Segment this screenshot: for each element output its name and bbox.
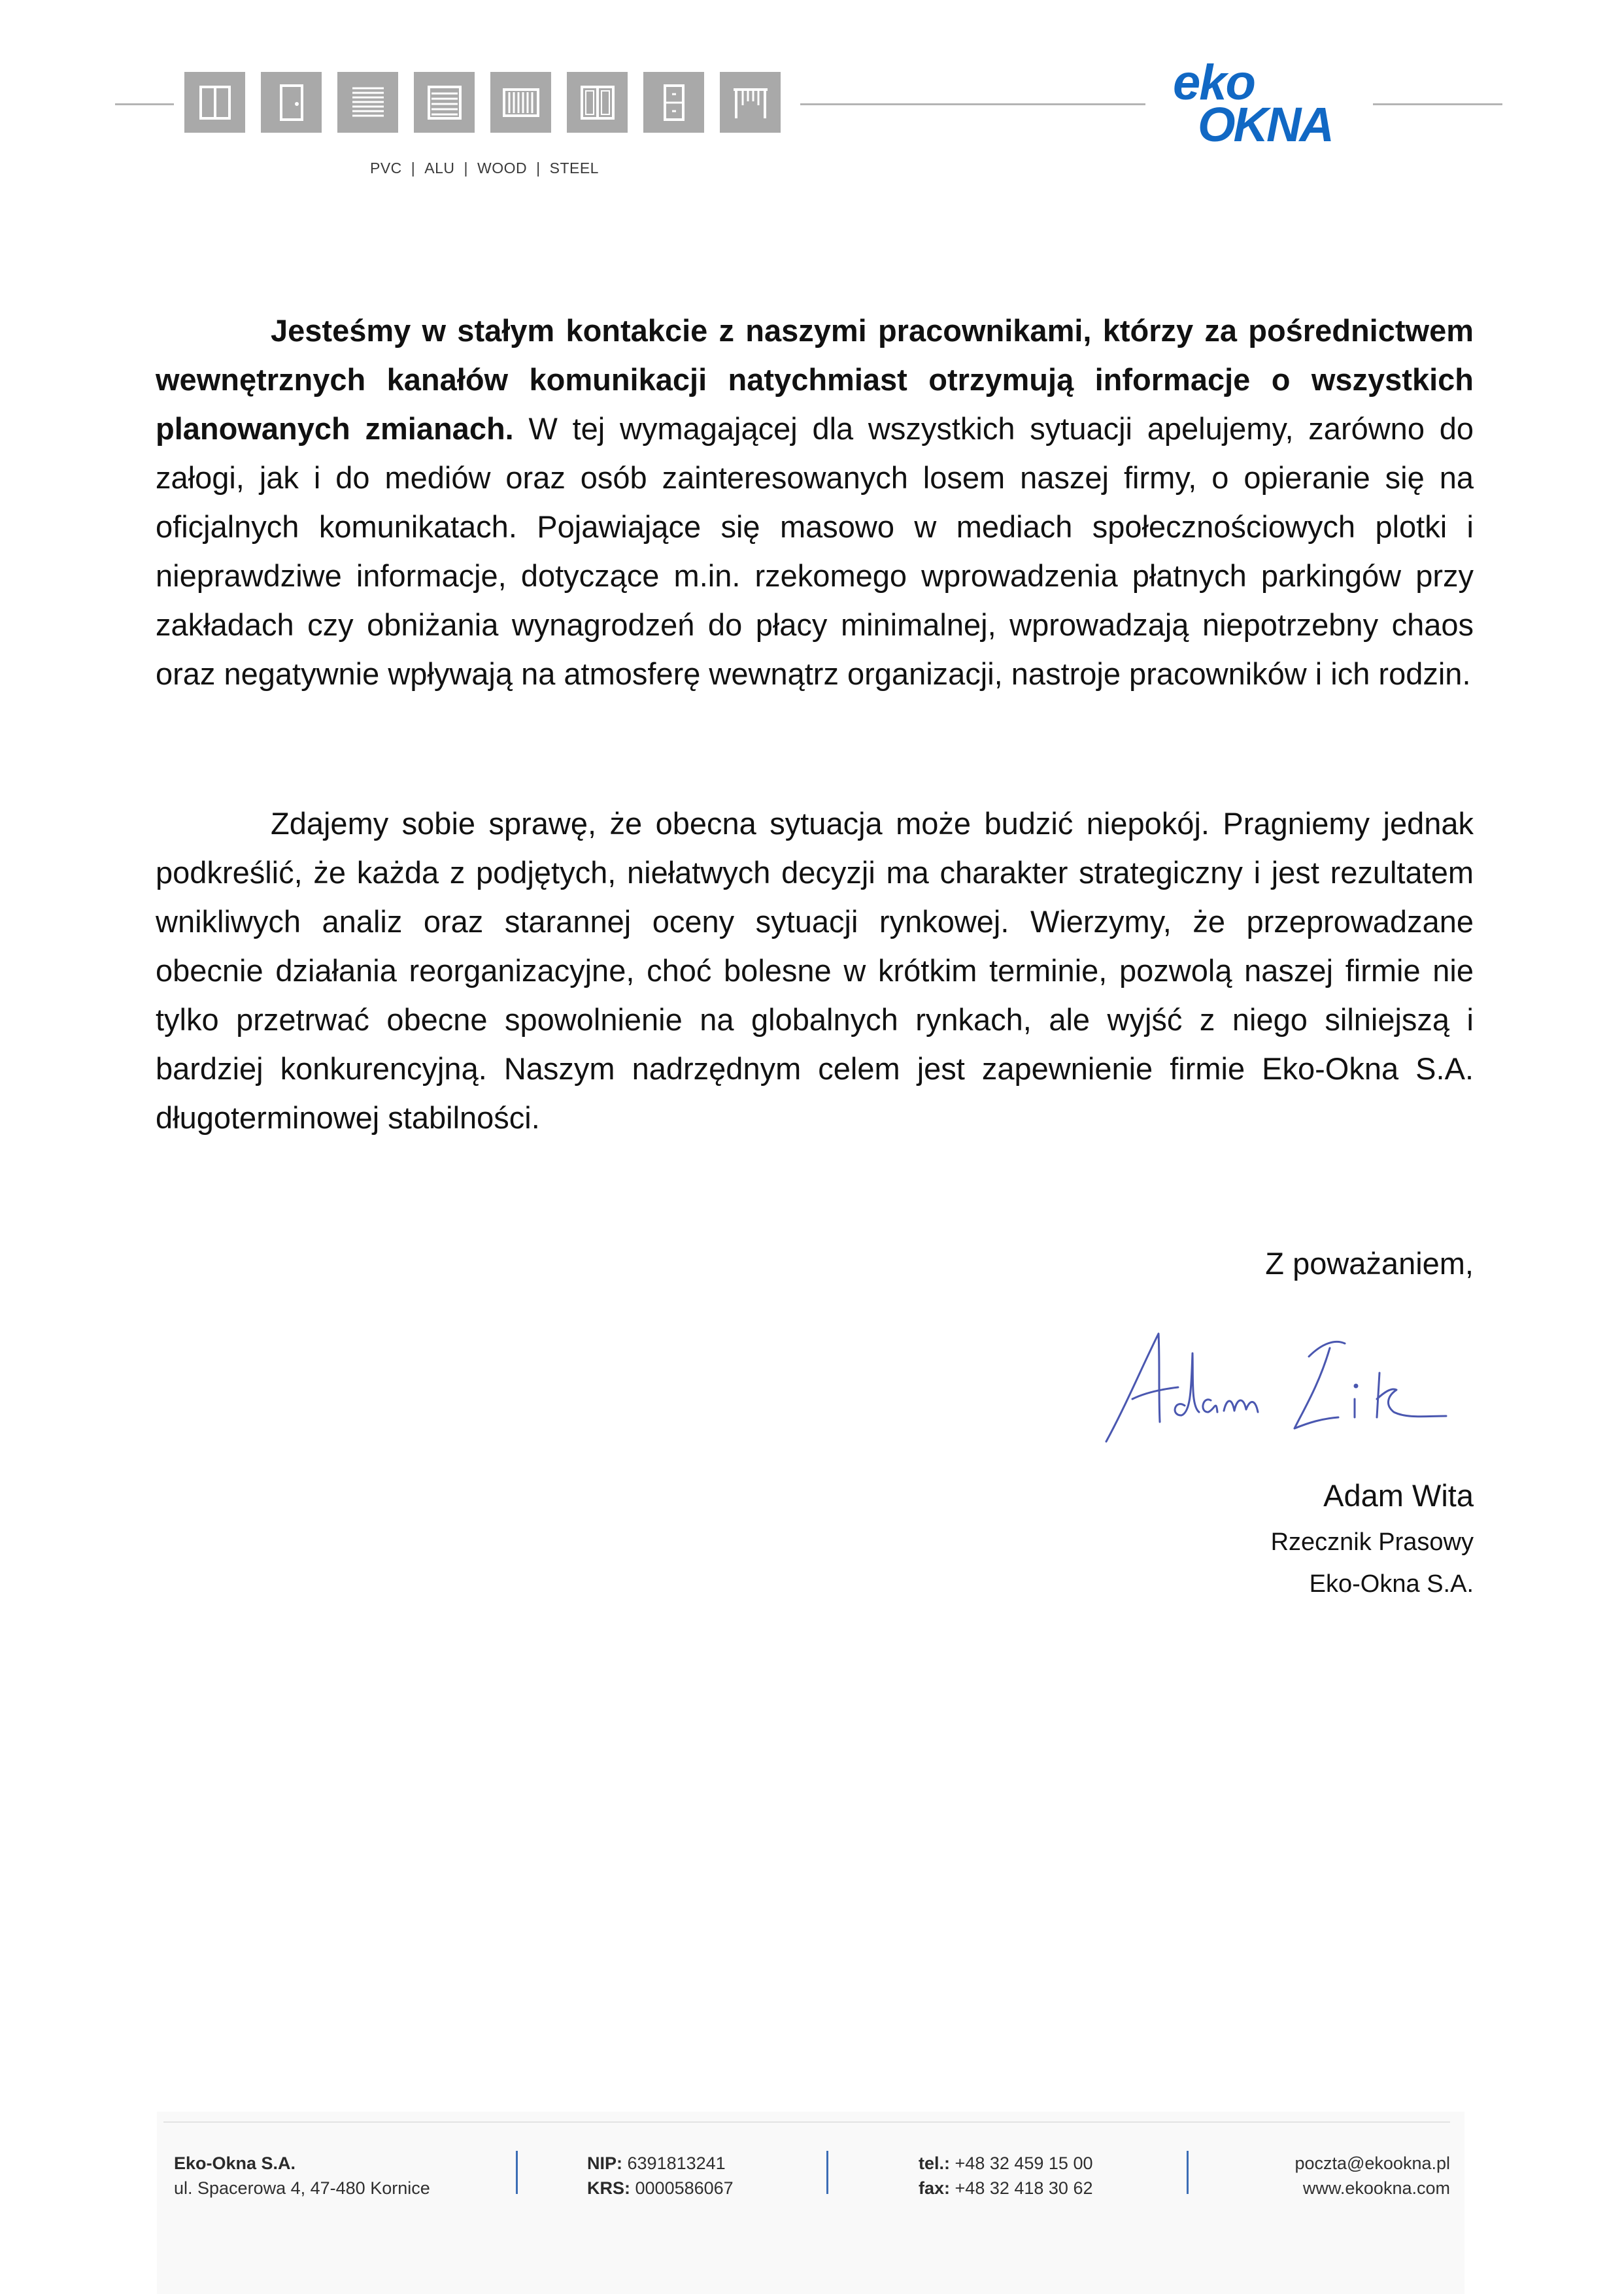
material-separator: | [464,160,469,177]
paragraph-2-text: Zdajemy sobie sprawę, że obecna sytuacja może budzić niepokój. Pragniemy jednak podkreślić, że każda z podjętych, niełatwych decyzji ma charakter strategiczny i jest rezultatem wnikliwych analiz oraz starannej oceny sytuacji rynkowej. Wierzymy, że przeprowadzane obecnie działania reorganizacyjne, choć bolesne w krótkim terminie, pozwolą naszej firmie nie tylko przetrwać obecne spowolnienie na globalnych rynkach, ale wyjść z niego silniejszą i bardziej konkurencyjną. Naszym nadrzędnym celem jest zapewnienie firmie Eko-Okna S.A. długoterminowej stabilności. [156,806,1474,1135]
footer-tel-label: tel.: [919,2153,951,2173]
footer-krs-value: 0000586067 [635,2178,734,2198]
handwritten-signature [1087,1307,1459,1458]
footer-nip-label: NIP: [587,2153,622,2173]
material-alu: ALU [424,160,455,177]
door-icon [261,72,322,133]
footer-divider [826,2151,828,2194]
material-separator: | [536,160,541,177]
eko-okna-logo [1169,56,1359,148]
footer-address: ul. Spacerowa 4, 47-480 Kornice [174,2178,430,2198]
material-pvc: PVC [370,160,402,177]
materials-line [370,160,599,177]
footer-fax-label: fax: [919,2178,951,2198]
footer-contact [1294,2151,1450,2201]
footer-company [174,2151,430,2201]
signatory-role: Rzecznik Prasowy [1270,1528,1474,1556]
footer-tel-value: +48 32 459 15 00 [955,2153,1093,2173]
signatory-name: Adam Wita [1323,1478,1474,1513]
footer-website[interactable]: www.ekookna.com [1302,2178,1450,2198]
footer-krs-label: KRS: [587,2178,630,2198]
fence-icon [490,72,551,133]
product-icons [184,72,781,133]
logo-text-top: eko [1173,56,1255,110]
blinds-icon [414,72,475,133]
header-rule-middle [800,103,1145,105]
header-rule-right [1373,103,1502,105]
paragraph-1-text: W tej wymagającej dla wszystkich sytuacji apelujemy, zarówno do załogi, jak i do mediów oraz osób zainteresowanych losem naszej firmy, o opieranie się na oficjalnych komunikatach. Pojawiające się masowo w mediach społecznościowych plotki i nieprawdziwe informacje, dotyczące m.in. rzekomego wprowadzenia płatnych parkingów przy zakładach czy obniżania wynagrodzeń do płacy minimalnej, wprowadzają niepotrzebny chaos oraz negatywnie wpływają na atmosferę wewnątrz organizacji, nastroje pracowników i ich rodzin. [156,411,1474,691]
header-rule-left [115,103,174,105]
logo-text-bottom: OKNA [1198,97,1332,148]
paragraph-1 [156,306,1474,698]
paragraph-1-bold: Jesteśmy w stałym kontakcie z naszymi pracownikami, którzy za pośrednictwem wewnętrznych kanałów komunikacji natychmiast otrzymują informacje o wszystkich planowanych zmianach. [156,313,1474,446]
footer-nip-value: 6391813241 [627,2153,726,2173]
footer-rule [163,2121,1450,2123]
signatory-company: Eko-Okna S.A. [1309,1570,1474,1598]
roller-shutter-icon [337,72,398,133]
footer-divider [1187,2151,1189,2194]
material-wood: WOOD [477,160,528,177]
footer-divider [516,2151,518,2194]
double-door-icon [567,72,628,133]
footer-phone [919,2151,1092,2201]
footer-background [157,2112,1464,2294]
material-steel: STEEL [549,160,599,177]
paragraph-2 [156,799,1474,1142]
footer-registry [587,2151,734,2201]
closing-greeting: Z poważaniem, [1265,1246,1474,1281]
footer-company-name: Eko-Okna S.A. [174,2153,296,2173]
material-separator: | [411,160,416,177]
window-icon [184,72,245,133]
footer-email[interactable]: poczta@ekookna.pl [1294,2153,1450,2173]
footer-fax-value: +48 32 418 30 62 [955,2178,1093,2198]
cabinet-icon [643,72,704,133]
gate-icon [720,72,781,133]
